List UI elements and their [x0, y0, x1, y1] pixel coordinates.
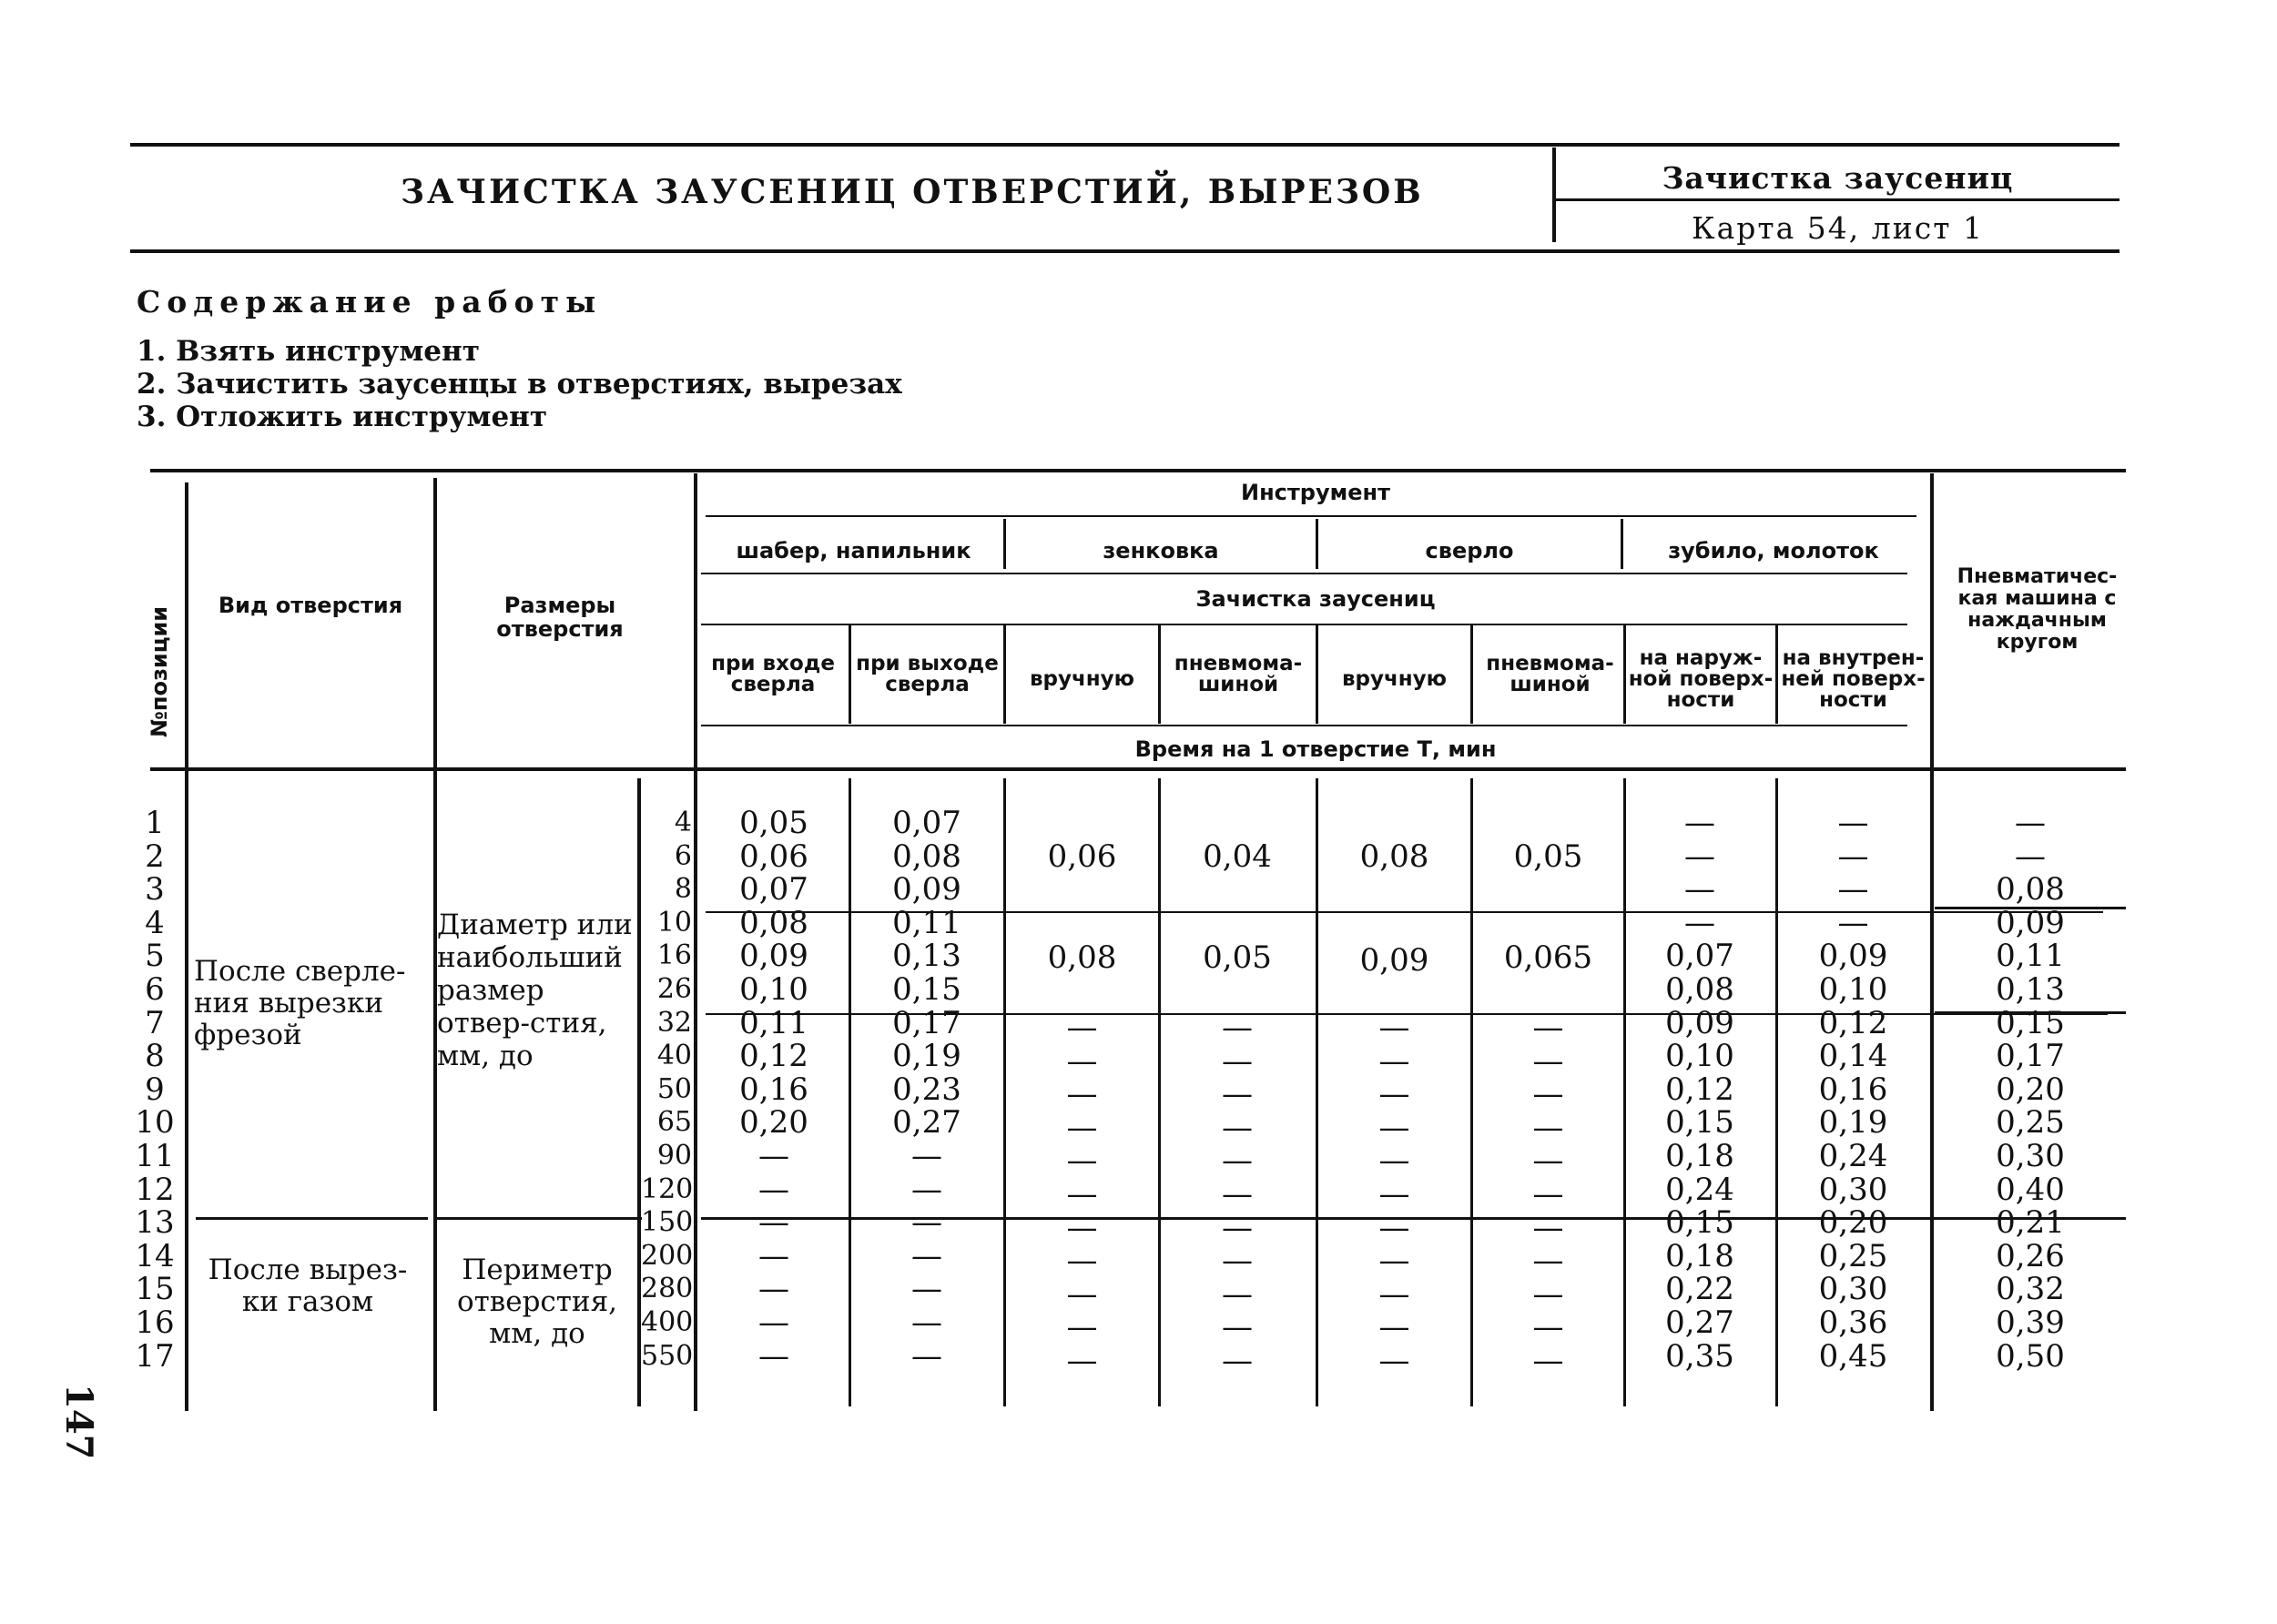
col-header-pneumatic: Пневматичес-кая машина с наждачным кругом — [1957, 565, 2118, 654]
dash-cell: — — [1532, 1109, 1564, 1146]
value-cell: 0,11 — [1996, 938, 2065, 975]
size-desc-perimeter: Периметр отверстия, мм, до — [456, 1254, 618, 1350]
hole-type-milling: После сверле-ния вырезки фрезой — [194, 955, 406, 1051]
value-cell: — — [2015, 805, 2046, 841]
dash-column — [1319, 1011, 1469, 1378]
dash-column — [1007, 1011, 1157, 1378]
value-cell: — — [1684, 805, 1715, 841]
dash-cell: — — [1066, 1109, 1098, 1146]
value-cell: 0,08 — [1359, 838, 1429, 875]
dash-cell: — — [1066, 1243, 1098, 1280]
value-cell: 0,10 — [1665, 1038, 1734, 1075]
tool-header: шабер, напильник — [736, 538, 971, 563]
dash-cell: — — [1532, 1309, 1564, 1346]
dash-cell: — — [1222, 1175, 1253, 1213]
dash-cell: — — [1532, 1243, 1564, 1280]
col-header-type: Вид отверстия — [218, 593, 403, 618]
position-number: 12 — [135, 1171, 175, 1208]
value-cell: — — [1837, 805, 1869, 841]
subcol-header: пневмома-шиной — [1486, 652, 1614, 696]
value-cell: 0,18 — [1665, 1137, 1734, 1174]
work-step: 1. Взять инструмент — [137, 335, 480, 368]
size-value: 550 — [641, 1339, 694, 1372]
position-number: 16 — [135, 1304, 175, 1341]
work-step: 2. Зачистить заусенцы в отверстиях, вырезах — [137, 368, 902, 401]
value-cell: 0,20 — [739, 1104, 808, 1142]
value-cell: 0,07 — [739, 871, 808, 908]
dash-cell: — — [1532, 1342, 1564, 1379]
value-cell: 0,30 — [1818, 1171, 1888, 1208]
size-value: 32 — [656, 1006, 692, 1039]
value-cell: 0,16 — [739, 1071, 808, 1108]
value-cell: 0,12 — [1818, 1004, 1888, 1041]
dash-cell: — — [1222, 1275, 1253, 1313]
value-cell: 0,30 — [1996, 1137, 2065, 1174]
subcol-header: при выходе сверла — [856, 652, 999, 696]
exit-column — [854, 807, 1000, 1373]
dash-cell: — — [1378, 1309, 1410, 1346]
value-cell: 0,24 — [1818, 1137, 1888, 1174]
value-cell: — — [758, 1237, 789, 1274]
value-cell: 0,09 — [1818, 938, 1888, 975]
value-cell: — — [911, 1237, 942, 1274]
position-number: 9 — [145, 1071, 165, 1108]
value-cell: — — [758, 1271, 789, 1308]
dash-cell: — — [1066, 1042, 1098, 1080]
value-cell: — — [911, 1271, 942, 1308]
dash-cell: — — [1378, 1275, 1410, 1313]
work-step: 3. Отложить инструмент — [137, 401, 548, 433]
page-number: 147 — [57, 1384, 100, 1460]
position-number: 15 — [135, 1271, 175, 1308]
value-cell: 0,13 — [1996, 970, 2065, 1008]
value-cell: 0,05 — [739, 805, 808, 841]
value-cell: 0,15 — [1665, 1104, 1734, 1142]
size-value: 4 — [674, 807, 692, 838]
value-cell: 0,17 — [892, 1004, 961, 1041]
value-cell: 0,08 — [739, 904, 808, 941]
value-cell: 0,12 — [739, 1038, 808, 1075]
size-value: 10 — [656, 906, 692, 939]
value-cell: 0,08 — [1047, 939, 1117, 976]
col-header-size: Размеры отверстия — [496, 593, 624, 642]
value-cell: 0,36 — [1818, 1304, 1888, 1341]
value-cell: — — [758, 1137, 789, 1174]
dash-cell: — — [1378, 1243, 1410, 1280]
value-cell: 0,14 — [1818, 1038, 1888, 1075]
dash-cell: — — [1066, 1076, 1098, 1113]
value-cell: — — [911, 1171, 942, 1208]
size-value: 400 — [641, 1305, 694, 1338]
dash-cell: — — [1222, 1309, 1253, 1346]
size-value: 8 — [674, 873, 692, 906]
dash-cell: — — [1066, 1010, 1098, 1046]
group-header-cleaning: Зачистка заусениц — [1195, 586, 1436, 612]
value-cell: — — [758, 1304, 789, 1341]
value-cell: — — [1837, 871, 1869, 908]
subcol-header: на наруж-ной поверх-ности — [1628, 646, 1774, 712]
size-value: 40 — [656, 1040, 692, 1072]
dash-cell: — — [1222, 1010, 1253, 1046]
value-cell: 0,06 — [1047, 838, 1117, 875]
position-number: 2 — [145, 837, 165, 875]
dash-cell: — — [1222, 1109, 1253, 1146]
inner-surface-column — [1778, 807, 1928, 1373]
dash-cell: — — [1378, 1342, 1410, 1379]
work-steps — [137, 335, 902, 433]
dash-cell: — — [1378, 1076, 1410, 1113]
value-cell: 0,12 — [1665, 1071, 1734, 1108]
dash-cell: — — [1066, 1142, 1098, 1180]
value-cell: 0,30 — [1818, 1271, 1888, 1308]
value-cell: 0,23 — [892, 1071, 961, 1108]
value-cell: 0,15 — [892, 970, 961, 1008]
size-value: 50 — [656, 1072, 692, 1105]
dash-cell: — — [1222, 1142, 1253, 1180]
dash-cell: — — [1378, 1175, 1410, 1213]
value-cell: 0,09 — [1359, 942, 1429, 979]
position-number: 11 — [135, 1137, 175, 1174]
value-cell: 0,19 — [1818, 1104, 1888, 1142]
value-cell: — — [1684, 837, 1715, 875]
value-cell: — — [758, 1171, 789, 1208]
dash-cell: — — [1066, 1342, 1098, 1379]
value-cell: 0,09 — [739, 938, 808, 975]
size-value: 16 — [656, 939, 692, 972]
dash-cell: — — [1532, 1275, 1564, 1313]
value-cell: 0,11 — [892, 904, 961, 941]
subcol-header: на внутрен-ней поверх-ности — [1781, 646, 1926, 712]
value-cell: 0,17 — [1996, 1038, 2065, 1075]
value-cell: — — [911, 1304, 942, 1341]
value-cell: 0,10 — [1818, 970, 1888, 1008]
dash-cell: — — [1222, 1342, 1253, 1379]
dash-cell: — — [1378, 1142, 1410, 1180]
dash-cell: — — [1222, 1042, 1253, 1080]
value-cell: 0,07 — [1665, 938, 1734, 975]
value-cell: 0,13 — [892, 938, 961, 975]
value-cell: 0,27 — [1665, 1304, 1734, 1341]
position-number: 1 — [145, 805, 165, 841]
value-cell: 0,35 — [1665, 1337, 1734, 1375]
value-cell: 0,50 — [1996, 1337, 2065, 1375]
size-value: 280 — [641, 1273, 694, 1305]
dash-cell: — — [1532, 1076, 1564, 1113]
outer-surface-column — [1627, 807, 1773, 1373]
value-cell: 0,09 — [892, 871, 961, 908]
value-cell: 0,25 — [1818, 1237, 1888, 1274]
dash-cell: — — [1378, 1010, 1410, 1046]
size-column — [641, 807, 692, 1373]
subcol-header: пневмома-шиной — [1174, 652, 1303, 696]
value-cell: 0,20 — [1818, 1204, 1888, 1242]
value-cell: 0,15 — [1665, 1204, 1734, 1242]
value-cell: 0,08 — [892, 837, 961, 875]
dash-cell: — — [1378, 1042, 1410, 1080]
value-cell: — — [911, 1137, 942, 1174]
dash-cell: — — [1532, 1175, 1564, 1213]
value-cell: — — [1837, 904, 1869, 941]
position-number: 14 — [135, 1237, 175, 1274]
dash-cell: — — [1222, 1209, 1253, 1246]
size-value: 120 — [641, 1172, 694, 1205]
value-cell: 0,06 — [739, 837, 808, 875]
position-number: 4 — [145, 904, 165, 941]
tool-header: зубило, молоток — [1668, 538, 1879, 563]
value-cell: 0,32 — [1996, 1271, 2065, 1308]
tool-header: сверло — [1425, 538, 1514, 563]
subcol-header: вручную — [1029, 667, 1135, 691]
subcol-header: при входе сверла — [711, 652, 835, 696]
value-cell: 0,40 — [1996, 1171, 2065, 1208]
value-cell: 0,09 — [1665, 1004, 1734, 1041]
position-number: 8 — [145, 1038, 165, 1075]
value-cell: — — [758, 1204, 789, 1242]
value-cell: 0,11 — [739, 1004, 808, 1041]
page-title: ЗАЧИСТКА ЗАУСЕНИЦ ОТВЕРСТИЙ, ВЫРЕЗОВ — [401, 173, 1424, 211]
position-number: 3 — [145, 871, 165, 908]
col-header-position: №позиции — [147, 605, 172, 737]
dash-cell: — — [1532, 1042, 1564, 1080]
value-cell: — — [1837, 837, 1869, 875]
hole-type-gas: После вырез-ки газом — [208, 1254, 408, 1318]
value-cell: — — [2015, 837, 2046, 875]
card-category: Зачистка заусениц — [1662, 160, 2014, 196]
value-cell: 0,25 — [1996, 1104, 2065, 1142]
value-cell: 0,45 — [1818, 1337, 1888, 1375]
size-value: 26 — [656, 972, 692, 1005]
dash-cell: — — [1532, 1209, 1564, 1246]
dash-cell: — — [1378, 1209, 1410, 1246]
value-cell: 0,08 — [1996, 871, 2065, 908]
dash-cell: — — [1378, 1109, 1410, 1146]
size-value: 90 — [656, 1139, 692, 1172]
value-cell: 0,26 — [1996, 1237, 2065, 1274]
value-cell: 0,07 — [892, 805, 961, 841]
time-label: Время на 1 отверстие Т, мин — [1134, 736, 1497, 762]
position-number: 6 — [145, 970, 165, 1008]
value-cell: 0,04 — [1203, 838, 1272, 875]
value-cell: — — [1684, 904, 1715, 941]
value-cell: 0,05 — [1513, 838, 1583, 875]
value-cell: — — [911, 1337, 942, 1375]
value-cell: 0,09 — [1996, 904, 2065, 941]
position-number: 17 — [135, 1337, 175, 1375]
dash-cell: — — [1532, 1142, 1564, 1180]
entry-column — [701, 807, 847, 1373]
value-cell: 0,10 — [739, 970, 808, 1008]
dash-cell: — — [1532, 1010, 1564, 1046]
subcol-header: вручную — [1341, 667, 1448, 691]
dash-column — [1162, 1011, 1313, 1378]
value-cell: 0,16 — [1818, 1071, 1888, 1108]
size-value: 6 — [674, 839, 692, 872]
value-cell: 0,18 — [1665, 1237, 1734, 1274]
position-column — [127, 807, 182, 1373]
size-value: 65 — [656, 1106, 692, 1139]
value-cell: 0,15 — [1996, 1004, 2065, 1041]
position-number: 5 — [145, 938, 165, 975]
dash-cell: — — [1066, 1209, 1098, 1246]
section-heading: Содержание работы — [137, 284, 603, 320]
dash-cell: — — [1222, 1243, 1253, 1280]
dash-cell: — — [1066, 1275, 1098, 1313]
size-desc-diameter: Диаметр или наибольший размер отвер-стия, мм, до — [437, 908, 633, 1072]
value-cell: 0,21 — [1996, 1204, 2065, 1242]
value-cell: 0,05 — [1203, 939, 1272, 976]
dash-column — [1474, 1011, 1622, 1378]
value-cell: 0,39 — [1996, 1304, 2065, 1341]
tool-header: зенковка — [1103, 538, 1219, 563]
value-cell: — — [758, 1337, 789, 1375]
size-value: 200 — [641, 1239, 694, 1272]
dash-cell: — — [1066, 1175, 1098, 1213]
group-header-instrument: Инструмент — [1240, 480, 1390, 505]
position-number: 13 — [135, 1204, 175, 1242]
value-cell: 0,22 — [1665, 1271, 1734, 1308]
value-cell: — — [911, 1204, 942, 1242]
card-number: Карта 54, лист 1 — [1692, 210, 1984, 246]
value-cell: 0,27 — [892, 1104, 961, 1142]
value-cell: 0,19 — [892, 1038, 961, 1075]
position-number: 7 — [145, 1004, 165, 1041]
size-value: 150 — [641, 1206, 694, 1239]
value-cell: 0,20 — [1996, 1071, 2065, 1108]
value-cell: 0,065 — [1503, 939, 1593, 976]
dash-cell: — — [1066, 1309, 1098, 1346]
value-cell: 0,24 — [1665, 1171, 1734, 1208]
pneumatic-column — [1935, 807, 2126, 1373]
value-cell: — — [1684, 871, 1715, 908]
value-cell: 0,08 — [1665, 970, 1734, 1008]
position-number: 10 — [135, 1104, 175, 1142]
dash-cell: — — [1222, 1076, 1253, 1113]
